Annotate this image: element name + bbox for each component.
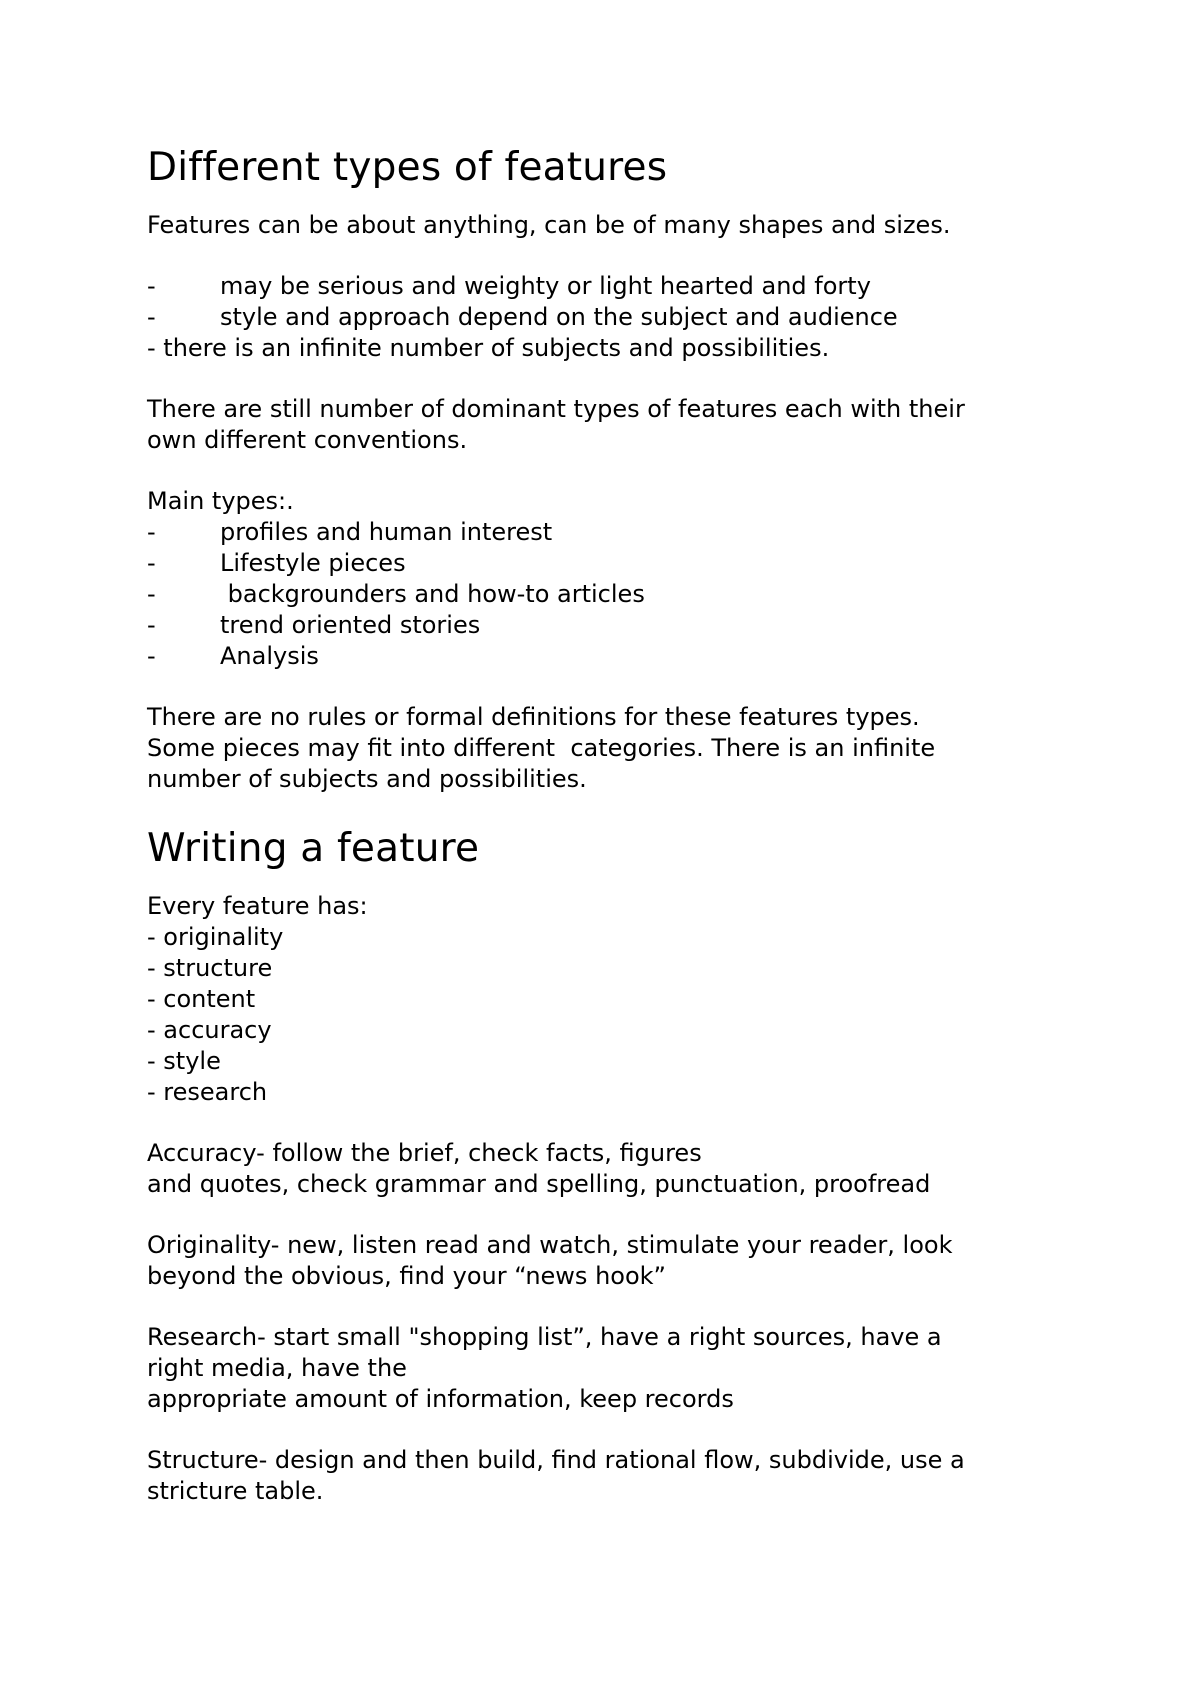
accuracy-paragraph: and quotes, check grammar and spelling, punctuation, proofread: [147, 1170, 931, 1198]
list-item: - research: [147, 1078, 268, 1106]
bullet-dash: -: [147, 272, 156, 300]
research-paragraph: appropriate amount of information, keep records: [147, 1385, 734, 1413]
list-item: - structure: [147, 954, 273, 982]
bullet-dash: -: [147, 611, 156, 639]
bullet-dash: -: [147, 580, 156, 608]
accuracy-paragraph: Accuracy- follow the brief, check facts, figures: [147, 1139, 702, 1167]
document-page: [147, 144, 1077, 1507]
originality-paragraph: beyond the obvious, find your “news hook”: [147, 1262, 666, 1290]
list-item: - style and approach depend on the subject and audience: [147, 303, 898, 331]
list-item: - Lifestyle pieces: [147, 549, 406, 577]
list-item: - Analysis: [147, 642, 319, 670]
every-feature-label: Every feature has:: [147, 892, 368, 920]
list-item: - backgrounders and how-to articles: [147, 580, 645, 608]
main-types-label: Main types:.: [147, 487, 294, 515]
paragraph-line: There are still number of dominant types of features each with their: [147, 395, 965, 423]
intro-paragraph: Features can be about anything, can be of many shapes and sizes.: [147, 211, 951, 239]
research-paragraph: right media, have the: [147, 1354, 407, 1382]
paragraph-line: own different conventions.: [147, 426, 468, 454]
list-item: - accuracy: [147, 1016, 272, 1044]
list-item: - content: [147, 985, 256, 1013]
bullet-dash: -: [147, 642, 156, 670]
bullet-dash: -: [147, 549, 156, 577]
list-item: - profiles and human interest: [147, 518, 553, 546]
structure-paragraph: stricture table.: [147, 1477, 324, 1505]
bullet-dash: -: [147, 518, 156, 546]
paragraph-line: There are no rules or formal definitions for these features types.: [147, 703, 920, 731]
section-heading-types: Different types of features: [147, 145, 668, 190]
paragraph-line: Some pieces may fit into different categories. There is an infinite: [147, 734, 936, 762]
section-heading-writing: Writing a feature: [147, 826, 480, 871]
list-item: - originality: [147, 923, 284, 951]
list-item: - may be serious and weighty or light hearted and forty: [147, 272, 871, 300]
originality-paragraph: Originality- new, listen read and watch, stimulate your reader, look: [147, 1231, 953, 1259]
research-paragraph: Research- start small "shopping list”, have a right sources, have a: [147, 1323, 942, 1351]
structure-paragraph: Structure- design and then build, find rational flow, subdivide, use a: [147, 1446, 965, 1474]
list-item: - style: [147, 1047, 221, 1075]
list-item: - trend oriented stories: [147, 611, 481, 639]
bullet-dash: -: [147, 303, 156, 331]
paragraph-line: number of subjects and possibilities.: [147, 765, 587, 793]
list-item: - there is an infinite number of subjects and possibilities.: [147, 334, 830, 362]
